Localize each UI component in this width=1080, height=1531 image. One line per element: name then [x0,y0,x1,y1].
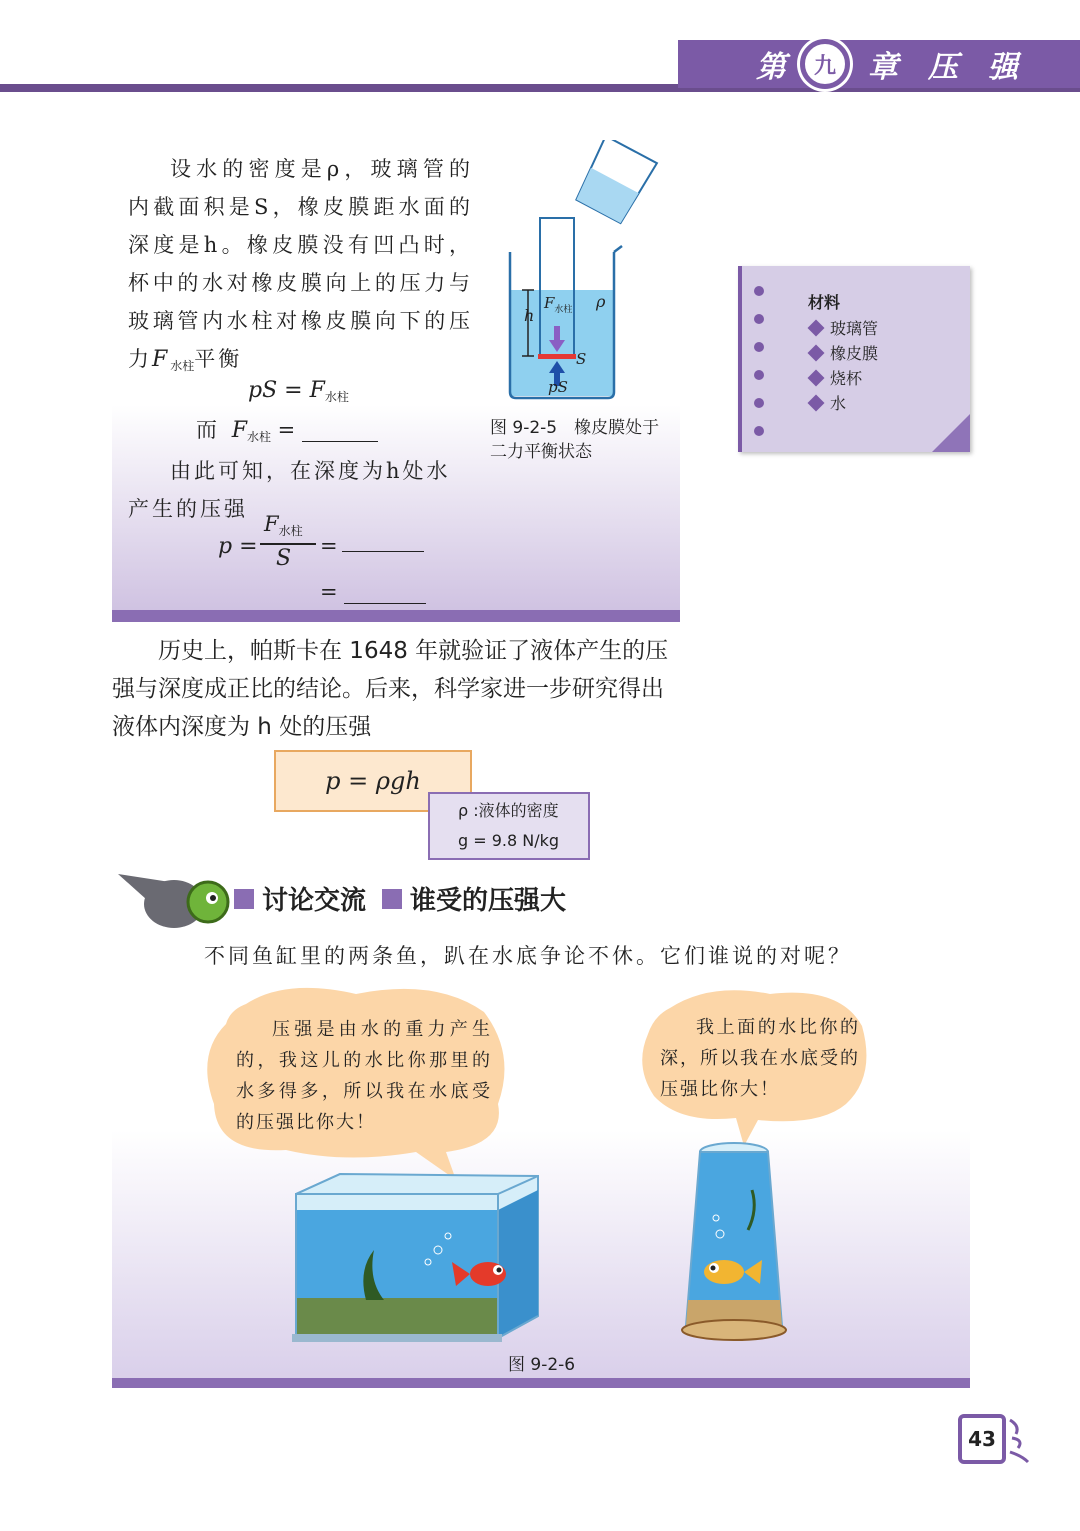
discussion-tag: 讨论交流 [262,886,367,916]
fraction-num-sub: 水柱 [278,524,303,538]
answer-blank-1[interactable] [302,422,378,442]
label-f-water-column [544,294,572,315]
materials-item-label: 烧杯 [830,369,863,388]
pressure-formula-box: p = ρgh [274,750,472,812]
chapter-suffix: 章 [868,50,898,85]
binder-dot [754,342,764,352]
materials-item [810,341,878,364]
equation-f-symbol: F [231,418,247,443]
formula-note-density: ρ :液体的密度 [458,801,559,820]
derivation-line-1-end: 平衡 [194,347,243,371]
binder-dot [754,398,764,408]
discussion-topic: 谁受的压强大 [410,886,567,916]
discussion-header [234,880,566,917]
page-number-flourish-icon [1008,1416,1032,1464]
materials-item-label: 橡皮膜 [830,344,879,363]
chapter-prefix: 第 [756,50,786,85]
diamond-bullet-icon [808,394,825,411]
binder-dot [754,314,764,324]
square-bullet-icon [382,889,402,909]
equation-pressure-2-eq: = [320,580,338,604]
fish-tank-illustration [288,1170,550,1342]
answer-blank-3[interactable] [344,584,426,604]
label-f: F [544,294,555,312]
figure-926-caption: 图 9-2-6 [508,1355,576,1375]
fraction-denominator: S [276,546,292,571]
equation-ps-sub: 水柱 [324,390,349,404]
equation-f-blank [196,414,378,445]
equation-pressure-eq: = [320,534,338,558]
equation-ps [248,378,349,405]
label-s: S [576,350,587,368]
equation-f-prefix: 而 [196,418,217,442]
bubble-left-text: 压强是由水的重力产生的，我这儿的水比你那里的水多得多，所以我在水底受的压强比你大！ [236,1019,492,1133]
page-number: 43 [958,1414,1006,1464]
derivation-line-2: 由此可知，在深度为h处水产生的压强 [128,459,451,521]
force-subscript: 水柱 [170,359,195,373]
equation-pressure-p: p = [218,534,258,559]
materials-item [810,316,878,339]
diamond-bullet-icon [808,344,825,361]
materials-item-label: 水 [830,394,847,413]
fraction-num-f: F [264,512,279,536]
equation-pressure [218,512,438,572]
mascot-icon [116,868,236,932]
materials-title: 材料 [808,293,841,312]
label-rho: ρ [596,292,606,311]
tall-vase-illustration [678,1140,788,1350]
equation-f-eq: = [277,418,296,442]
equation-pressure-2 [320,580,426,604]
pouring-cup [573,140,657,225]
materials-item-label: 玻璃管 [830,319,879,338]
derivation-line-1: 设水的密度是ρ，玻璃管的内截面积是S，橡皮膜距水面的深度是h。橡皮膜没有凹凸时，杯中的水对橡皮膜向上的压力与玻璃管内水柱对橡皮膜向下的压力 [128,157,473,371]
fraction-numerator [264,512,303,539]
binder-dot [754,286,764,296]
history-paragraph: 历史上，帕斯卡在 1648 年就验证了液体产生的压强与深度成正比的结论。后来，科学家进一步研究得出液体内深度为 h 处的压强 [112,638,669,740]
answer-blank-2[interactable] [342,532,424,552]
chapter-title [756,44,1018,84]
formula-notes-box [428,792,590,860]
force-symbol: F [152,347,171,372]
equation-f-sub: 水柱 [246,430,271,444]
square-bullet-icon [234,889,254,909]
derivation-panel-base [112,610,680,622]
binder-dot [754,426,764,436]
fraction-bar [260,543,316,545]
diamond-bullet-icon [808,319,825,336]
binder-dot [754,370,764,380]
formula-note-gravity: g = 9.8 N/kg [458,831,560,850]
label-h: h [524,306,535,325]
discussion-scene-base [112,1378,970,1388]
materials-item [810,391,846,414]
bubble-right-text: 我上面的水比你的深，所以我在水底受的压强比你大！ [660,1017,860,1100]
diamond-bullet-icon [808,369,825,386]
materials-item [810,366,862,389]
chapter-title-2: 强 [988,50,1018,85]
label-ps: pS [548,378,568,396]
equation-ps-left: pS = F [248,378,325,403]
discussion-question: 不同鱼缸里的两条鱼，趴在水底争论不休。它们谁说的对呢？ [204,944,852,968]
rubber-membrane [538,354,576,359]
derivation-text [128,150,473,385]
figure-925-caption: 图 9-2-5 橡皮膜处于二力平衡状态 [490,418,660,462]
label-f-sub: 水柱 [554,305,573,315]
chapter-title-1: 压 [928,50,958,85]
chapter-number-badge: 九 [800,39,850,89]
